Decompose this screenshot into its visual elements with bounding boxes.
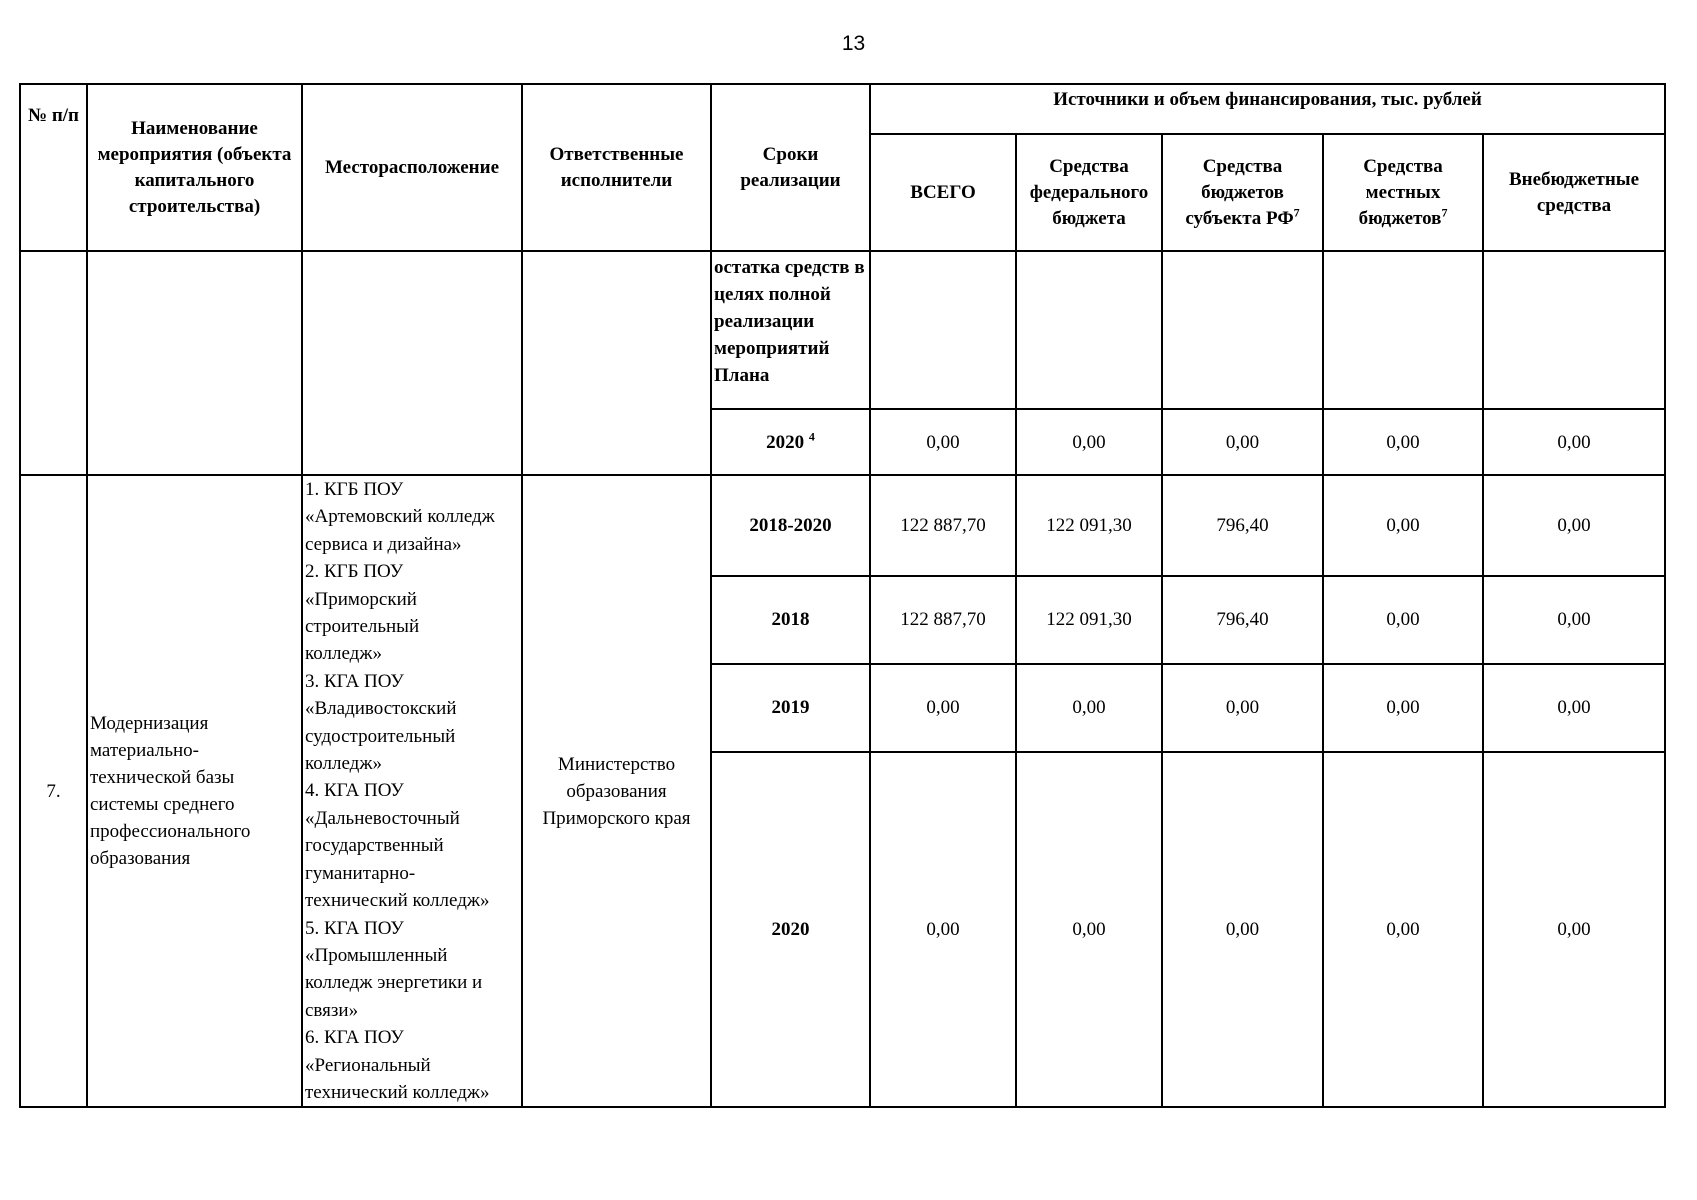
- row-federal: 0,00: [1016, 752, 1162, 1107]
- location-line: государственный: [305, 835, 444, 857]
- item-name: Модернизация материально-технической базы системы среднего профессионального образования: [87, 475, 302, 1107]
- row-total: 0,00: [870, 752, 1016, 1107]
- cont-empty-cell: [1162, 251, 1323, 409]
- location-line: 4. КГА ПОУ: [305, 780, 404, 802]
- cont-executor-cell: [522, 251, 711, 475]
- location-line: «Промышленный: [305, 944, 448, 966]
- header-extra: Внебюджетные средства: [1483, 134, 1665, 251]
- cont-total: 0,00: [870, 409, 1016, 475]
- row-total: 122 887,70: [870, 475, 1016, 576]
- location-line: гуманитарно-: [305, 862, 416, 884]
- cont-period-text: остатка средств в целях полной реализации мероприятий Плана: [711, 251, 870, 409]
- location-line: «Дальневосточный: [305, 807, 460, 829]
- location-line: технический колледж»: [305, 1081, 490, 1103]
- item-location: [302, 475, 522, 1107]
- location-line: сервиса и дизайна»: [305, 533, 462, 555]
- table-row: [20, 475, 1665, 576]
- cont-period-2020-footnote: 4: [808, 429, 815, 444]
- location-line: 3. КГА ПОУ: [305, 670, 404, 692]
- header-subject-footnote: 7: [1293, 205, 1300, 220]
- cont-no-cell: [20, 251, 87, 475]
- row-period: 2019: [711, 664, 870, 753]
- location-line: колледж»: [305, 643, 382, 665]
- location-line: «Артемовский колледж: [305, 506, 495, 528]
- header-funding-group: Источники и объем финансирования, тыс. рублей: [870, 84, 1665, 134]
- row-period: 2018-2020: [711, 475, 870, 576]
- table-header: [20, 84, 1665, 251]
- header-subject: [1162, 134, 1323, 251]
- location-line: 5. КГА ПОУ: [305, 917, 404, 939]
- row-extra: 0,00: [1483, 664, 1665, 753]
- header-subject-label: Средства бюджетов субъекта РФ: [1185, 155, 1294, 229]
- header-federal: Средства федерального бюджета: [1016, 134, 1162, 251]
- page-number: 13: [841, 32, 866, 55]
- location-line: 6. КГА ПОУ: [305, 1027, 404, 1049]
- item-number: 7.: [20, 475, 87, 1107]
- cont-subject: 0,00: [1162, 409, 1323, 475]
- row-period: 2020: [711, 752, 870, 1107]
- header-local-footnote: 7: [1441, 205, 1448, 220]
- row-extra: 0,00: [1483, 576, 1665, 664]
- cont-name-cell: [87, 251, 302, 475]
- header-no: № п/п: [20, 84, 87, 251]
- location-line: «Приморский: [305, 588, 417, 610]
- funding-table: [19, 83, 1666, 1108]
- row-subject: 796,40: [1162, 475, 1323, 576]
- header-name: Наименование мероприятия (объекта капитального строительства): [87, 84, 302, 251]
- location-line: 1. КГБ ПОУ: [305, 479, 404, 500]
- cont-empty-cell: [870, 251, 1016, 409]
- header-local-label: Средства местных бюджетов: [1358, 155, 1443, 229]
- row-subject: 0,00: [1162, 752, 1323, 1107]
- row-extra: 0,00: [1483, 475, 1665, 576]
- row-local: 0,00: [1323, 576, 1483, 664]
- row-local: 0,00: [1323, 752, 1483, 1107]
- cont-extra: 0,00: [1483, 409, 1665, 475]
- item-executor: Министерство образования Приморского края: [522, 475, 711, 1107]
- row-federal: 122 091,30: [1016, 576, 1162, 664]
- header-executors: Ответственные исполнители: [522, 84, 711, 251]
- location-line: связи»: [305, 999, 359, 1021]
- location-line: строительный: [305, 616, 420, 638]
- header-location: Месторасположение: [302, 84, 522, 251]
- row-extra: 0,00: [1483, 752, 1665, 1107]
- cont-location-cell: [302, 251, 522, 475]
- row-subject: 0,00: [1162, 664, 1323, 753]
- cont-period-2020: [711, 409, 870, 475]
- table-row: [20, 251, 1665, 409]
- row-period: 2018: [711, 576, 870, 664]
- cont-federal: 0,00: [1016, 409, 1162, 475]
- location-line: судостроительный: [305, 725, 456, 747]
- cont-empty-cell: [1323, 251, 1483, 409]
- location-line: колледж»: [305, 753, 382, 775]
- row-federal: 122 091,30: [1016, 475, 1162, 576]
- row-total: 0,00: [870, 664, 1016, 753]
- row-total: 122 887,70: [870, 576, 1016, 664]
- cont-empty-cell: [1016, 251, 1162, 409]
- cont-local: 0,00: [1323, 409, 1483, 475]
- header-total: ВСЕГО: [870, 134, 1016, 251]
- row-local: 0,00: [1323, 475, 1483, 576]
- cont-empty-cell: [1483, 251, 1665, 409]
- location-line: «Владивостокский: [305, 698, 457, 720]
- row-federal: 0,00: [1016, 664, 1162, 753]
- row-subject: 796,40: [1162, 576, 1323, 664]
- location-line: технический колледж»: [305, 890, 490, 912]
- header-local: [1323, 134, 1483, 251]
- location-line: 2. КГБ ПОУ: [305, 561, 404, 583]
- header-period: Сроки реализации: [711, 84, 870, 251]
- location-line: «Региональный: [305, 1054, 431, 1076]
- cont-period-2020-label: 2020: [766, 431, 805, 453]
- row-local: 0,00: [1323, 664, 1483, 753]
- location-line: колледж энергетики и: [305, 972, 483, 994]
